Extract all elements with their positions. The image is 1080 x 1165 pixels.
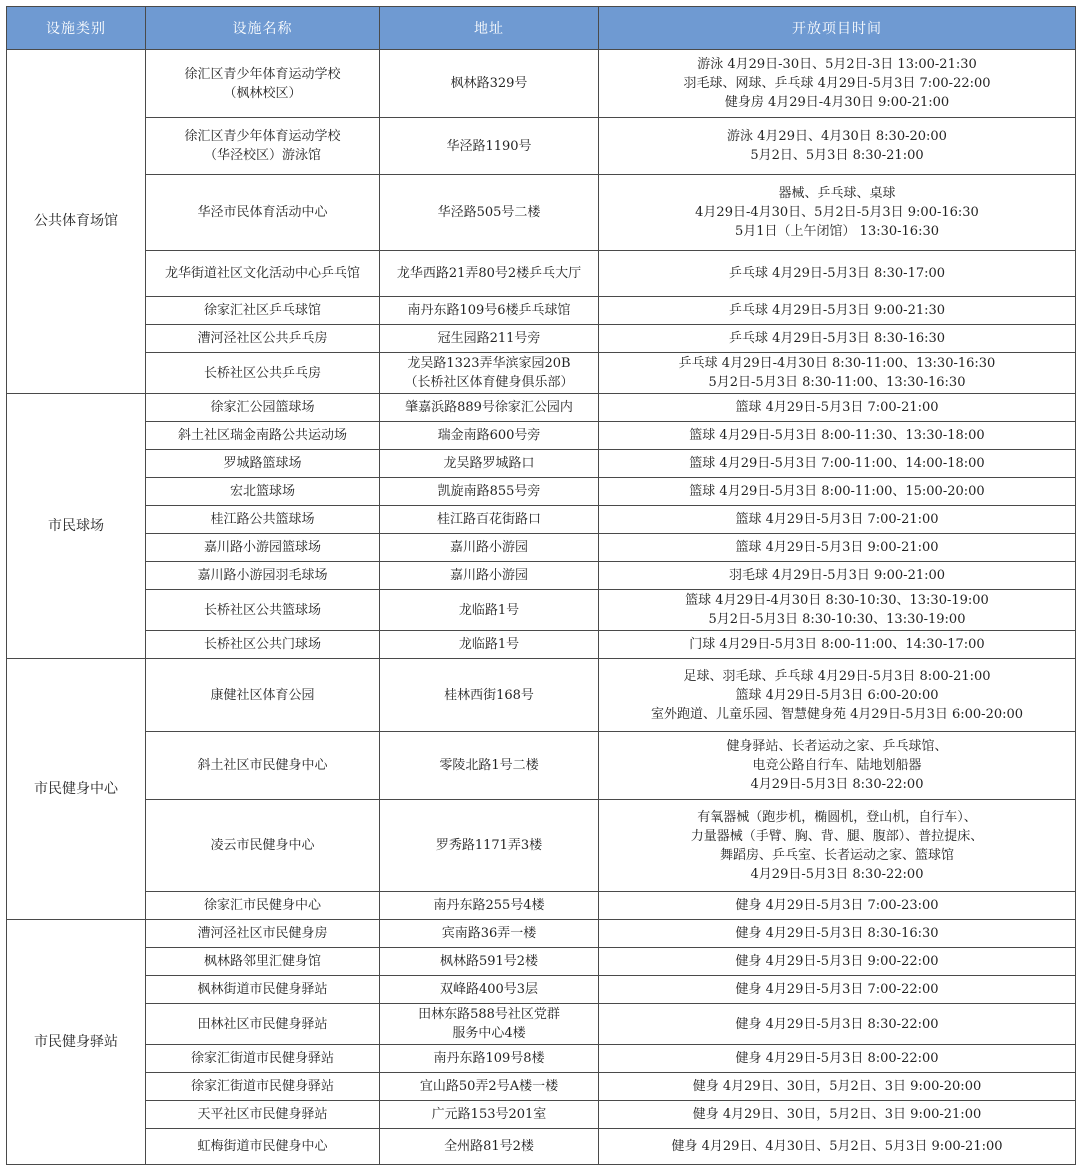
open-hours-cell	[599, 1101, 1076, 1129]
open-hours-line: 健身 4月29日、30日，5月2日、3日 9:00-21:00	[692, 1107, 982, 1122]
table-row	[7, 732, 1076, 800]
open-hours-line: 健身 4月29日-5月3日 9:00-22:00	[735, 954, 939, 969]
facility-name-cell	[146, 659, 380, 732]
facility-name-line: 长桥社区公共篮球场	[203, 602, 321, 618]
table-row	[7, 422, 1076, 450]
facility-name-cell	[146, 325, 380, 353]
address-line: 宜山路50弄2号A楼一楼	[419, 1079, 559, 1094]
table-row	[7, 590, 1076, 631]
facility-name-line: 斜土社区市民健身中心	[197, 758, 328, 773]
facility-name-cell	[146, 562, 380, 590]
table-row	[7, 534, 1076, 562]
open-hours-line: 器械、乒乓球、桌球	[778, 186, 896, 201]
header-address: 地址	[380, 7, 599, 50]
facility-name-cell	[146, 976, 380, 1004]
open-hours-cell	[599, 920, 1076, 948]
address-line: （长桥社区体育健身俱乐部）	[404, 375, 574, 390]
address-line: 龙临路1号	[458, 602, 520, 618]
open-hours-line: 健身房 4月29日-4月30日 9:00-21:00	[724, 95, 950, 110]
facility-name-line: 徐家汇社区乒乓球馆	[203, 303, 321, 318]
facility-name-cell	[146, 450, 380, 478]
open-hours-cell	[599, 800, 1076, 892]
open-hours-line: 健身 4月29日-5月3日 8:30-16:30	[735, 926, 939, 941]
open-hours-line: 力量器械（手臂、胸、背、腿、腹部）、普拉提床、	[690, 828, 984, 844]
facility-schedule-table-wrapper	[6, 6, 1075, 1165]
address-line: 枫林路591号2楼	[439, 954, 539, 969]
table-row	[7, 1073, 1076, 1101]
facility-schedule-table	[6, 6, 1076, 1165]
header-facility-name: 设施名称	[146, 7, 380, 50]
open-hours-cell	[599, 251, 1076, 297]
facility-name-line: 凌云市民健身中心	[210, 838, 315, 853]
category-cell: 市民球场	[7, 394, 146, 659]
open-hours-line: 足球、羽毛球、乒乓球 4月29日-5月3日 8:00-21:00	[683, 668, 991, 684]
address-cell	[380, 590, 599, 631]
facility-name-line: 长桥社区公共门球场	[203, 637, 321, 652]
address-cell	[380, 1073, 599, 1101]
open-hours-line: 健身 4月29日-5月3日 8:00-22:00	[735, 1051, 939, 1066]
facility-name-line: 漕河泾社区市民健身房	[197, 926, 328, 941]
open-hours-cell	[599, 478, 1076, 506]
facility-name-cell	[146, 1101, 380, 1129]
open-hours-line: 5月2日-5月3日 8:30-11:00、13:30-16:30	[708, 375, 966, 390]
address-line: 枫林路329号	[450, 76, 528, 91]
facility-name-line: 斜土社区瑞金南路公共运动场	[177, 428, 347, 443]
category-cell: 市民健身驿站	[7, 920, 146, 1165]
facility-name-cell	[146, 394, 380, 422]
address-cell	[380, 422, 599, 450]
facility-name-cell	[146, 422, 380, 450]
table-body	[7, 50, 1076, 1165]
open-hours-line: 5月2日-5月3日 8:30-10:30、13:30-19:00	[708, 612, 966, 627]
address-cell	[380, 1101, 599, 1129]
table-row	[7, 920, 1076, 948]
open-hours-line: 健身 4月29日-5月3日 7:00-23:00	[735, 898, 939, 913]
address-cell	[380, 175, 599, 251]
address-cell	[380, 920, 599, 948]
open-hours-line: 游泳 4月29日、4月30日 8:30-20:00	[727, 129, 947, 144]
address-cell	[380, 732, 599, 800]
address-cell	[380, 478, 599, 506]
facility-name-cell	[146, 353, 380, 394]
address-line: 南丹东路109号8楼	[433, 1051, 545, 1066]
facility-name-line: 华泾市民体育活动中心	[197, 205, 328, 220]
address-cell	[380, 450, 599, 478]
open-hours-cell	[599, 118, 1076, 175]
table-row	[7, 50, 1076, 118]
facility-name-line: 徐家汇公园篮球场	[210, 400, 315, 415]
table-row	[7, 394, 1076, 422]
facility-name-line: 徐汇区青少年体育运动学校	[184, 66, 341, 82]
open-hours-cell	[599, 732, 1076, 800]
open-hours-line: 健身驿站、长者运动之家、乒乓球馆、	[726, 739, 948, 754]
address-cell	[380, 948, 599, 976]
open-hours-line: 篮球 4月29日-5月3日 7:00-21:00	[735, 512, 939, 527]
table-row	[7, 478, 1076, 506]
address-cell	[380, 353, 599, 394]
address-line: 田林东路588号社区党群	[418, 1007, 560, 1022]
address-line: 华泾路1190号	[446, 138, 532, 154]
open-hours-line: 电竞公路自行车、陆地划船器	[752, 758, 922, 773]
open-hours-line: 4月29日-4月30日、5月2日-5月3日 9:00-16:30	[695, 205, 979, 220]
facility-name-line: 龙华街道社区文化活动中心乒乓馆	[164, 266, 360, 281]
header-category: 设施类别	[7, 7, 146, 50]
facility-name-line: 天平社区市民健身驿站	[197, 1107, 328, 1122]
address-cell	[380, 325, 599, 353]
open-hours-cell	[599, 1004, 1076, 1045]
facility-name-cell	[146, 251, 380, 297]
facility-name-cell	[146, 118, 380, 175]
facility-name-cell	[146, 590, 380, 631]
address-cell	[380, 1045, 599, 1073]
open-hours-cell	[599, 422, 1076, 450]
address-cell	[380, 506, 599, 534]
address-cell	[380, 534, 599, 562]
open-hours-line: 羽毛球、网球、乒乓球 4月29日-5月3日 7:00-22:00	[683, 76, 991, 91]
open-hours-line: 篮球 4月29日-5月3日 6:00-20:00	[735, 687, 939, 703]
open-hours-cell	[599, 1073, 1076, 1101]
address-cell	[380, 800, 599, 892]
open-hours-line: 健身 4月29日、4月30日、5月2日、5月3日 9:00-21:00	[671, 1139, 1003, 1154]
address-cell	[380, 50, 599, 118]
open-hours-cell	[599, 659, 1076, 732]
address-line: 罗秀路1171弄3楼	[435, 838, 543, 853]
table-row	[7, 800, 1076, 892]
open-hours-cell	[599, 297, 1076, 325]
facility-name-line: 宏北篮球场	[229, 484, 295, 499]
facility-name-line: （枫林校区）	[223, 85, 302, 101]
facility-name-cell	[146, 1045, 380, 1073]
table-row	[7, 353, 1076, 394]
open-hours-line: 篮球 4月29日-4月30日 8:30-10:30、13:30-19:00	[685, 593, 989, 608]
address-cell	[380, 118, 599, 175]
open-hours-cell	[599, 892, 1076, 920]
facility-name-line: 桂江路公共篮球场	[210, 512, 315, 527]
open-hours-line: 4月29日-5月3日 8:30-22:00	[750, 777, 924, 792]
table-row	[7, 1129, 1076, 1165]
address-line: 桂林西街168号	[444, 687, 534, 703]
address-line: 嘉川路小游园	[449, 568, 528, 583]
open-hours-cell	[599, 353, 1076, 394]
address-cell	[380, 297, 599, 325]
address-line: 嘉川路小游园	[449, 540, 528, 555]
open-hours-line: 健身 4月29日-5月3日 8:30-22:00	[735, 1016, 939, 1032]
facility-name-cell	[146, 892, 380, 920]
address-line: 凯旋南路855号旁	[437, 484, 541, 499]
facility-name-line: 枫林街道市民健身驿站	[197, 982, 328, 997]
open-hours-cell	[599, 1045, 1076, 1073]
address-line: 瑞金南路600号旁	[437, 428, 541, 443]
address-line: 双峰路400号3层	[439, 982, 539, 997]
facility-name-cell	[146, 948, 380, 976]
address-line: 冠生园路211号旁	[437, 331, 541, 346]
facility-name-line: 徐家汇街道市民健身驿站	[190, 1079, 334, 1094]
facility-name-cell	[146, 478, 380, 506]
facility-name-line: 长桥社区公共乒乓房	[203, 365, 321, 381]
facility-name-cell	[146, 1129, 380, 1165]
open-hours-line: 乒乓球 4月29日-5月3日 9:00-21:30	[728, 303, 946, 318]
address-line: 宾南路36弄一楼	[441, 926, 537, 941]
header-open-hours: 开放项目时间	[599, 7, 1076, 50]
facility-name-cell	[146, 506, 380, 534]
open-hours-cell	[599, 562, 1076, 590]
table-row	[7, 251, 1076, 297]
open-hours-line: 篮球 4月29日-5月3日 7:00-21:00	[735, 400, 939, 415]
table-header-row	[7, 7, 1076, 50]
facility-name-line: 嘉川路小游园篮球场	[203, 540, 321, 555]
open-hours-line: 门球 4月29日-5月3日 8:00-11:00、14:30-17:00	[689, 637, 985, 652]
address-cell	[380, 251, 599, 297]
facility-name-cell	[146, 800, 380, 892]
open-hours-cell	[599, 948, 1076, 976]
facility-name-line: 罗城路篮球场	[223, 456, 302, 471]
facility-name-line: 漕河泾社区公共乒乓房	[197, 331, 328, 346]
address-line: 肇嘉浜路889号徐家汇公园内	[405, 400, 573, 415]
facility-name-line: 嘉川路小游园羽毛球场	[197, 568, 328, 583]
facility-name-line: 康健社区体育公园	[210, 687, 315, 703]
facility-name-cell	[146, 1073, 380, 1101]
address-line: 广元路153号201室	[431, 1107, 547, 1122]
open-hours-line: 羽毛球 4月29日-5月3日 9:00-21:00	[728, 568, 946, 583]
open-hours-cell	[599, 175, 1076, 251]
open-hours-cell	[599, 631, 1076, 659]
address-line: 南丹东路255号4楼	[433, 898, 545, 913]
open-hours-line: 健身 4月29日、30日，5月2日、3日 9:00-20:00	[692, 1079, 982, 1094]
open-hours-cell	[599, 394, 1076, 422]
facility-name-cell	[146, 1004, 380, 1045]
open-hours-line: 5月2日、5月3日 8:30-21:00	[750, 148, 924, 163]
table-row	[7, 631, 1076, 659]
category-cell: 公共体育场馆	[7, 50, 146, 394]
facility-name-line: 枫林路邻里汇健身馆	[203, 954, 321, 969]
address-line: 南丹东路109号6楼乒乓球馆	[407, 303, 571, 318]
open-hours-line: 健身 4月29日-5月3日 7:00-22:00	[735, 982, 939, 997]
table-row	[7, 976, 1076, 1004]
address-cell	[380, 631, 599, 659]
open-hours-line: 4月29日-5月3日 8:30-22:00	[750, 866, 924, 882]
table-row	[7, 118, 1076, 175]
address-cell	[380, 394, 599, 422]
facility-name-cell	[146, 534, 380, 562]
facility-name-line: 徐家汇市民健身中心	[203, 898, 321, 913]
open-hours-cell	[599, 976, 1076, 1004]
facility-name-cell	[146, 631, 380, 659]
open-hours-line: 篮球 4月29日-5月3日 7:00-11:00、14:00-18:00	[689, 456, 985, 471]
address-line: 龙华西路21弄80号2楼乒乓大厅	[396, 266, 582, 281]
facility-name-line: 田林社区市民健身驿站	[197, 1016, 328, 1032]
open-hours-line: 游泳 4月29日-30日、5月2日-3日 13:00-21:30	[697, 57, 977, 72]
table-row	[7, 1101, 1076, 1129]
facility-name-line: 徐汇区青少年体育运动学校	[184, 129, 341, 144]
facility-name-line: 徐家汇街道市民健身驿站	[190, 1051, 334, 1066]
facility-name-cell	[146, 297, 380, 325]
address-line: 全州路81号2楼	[444, 1139, 534, 1154]
open-hours-cell	[599, 1129, 1076, 1165]
table-row	[7, 659, 1076, 732]
open-hours-line: 舞蹈房、乒乓室、长者运动之家、篮球馆	[719, 847, 954, 863]
open-hours-line: 有氧器械（跑步机，椭圆机，登山机，自行车）、	[697, 809, 977, 825]
address-cell	[380, 892, 599, 920]
table-row	[7, 1045, 1076, 1073]
table-row	[7, 892, 1076, 920]
address-line: 龙吴路罗城路口	[443, 456, 535, 471]
address-cell	[380, 1129, 599, 1165]
table-row	[7, 948, 1076, 976]
open-hours-cell	[599, 590, 1076, 631]
address-line: 龙临路1号	[458, 637, 520, 652]
facility-name-cell	[146, 175, 380, 251]
facility-name-line: （华泾校区）游泳馆	[203, 148, 321, 163]
address-cell	[380, 1004, 599, 1045]
address-cell	[380, 659, 599, 732]
address-line: 华泾路505号二楼	[437, 205, 541, 220]
open-hours-line: 乒乓球 4月29日-4月30日 8:30-11:00、13:30-16:30	[678, 356, 996, 371]
facility-name-cell	[146, 50, 380, 118]
address-line: 服务中心4楼	[452, 1026, 526, 1041]
open-hours-line: 5月1日（上午闭馆） 13:30-16:30	[735, 224, 939, 239]
open-hours-cell	[599, 450, 1076, 478]
table-row	[7, 506, 1076, 534]
address-cell	[380, 976, 599, 1004]
facility-name-cell	[146, 920, 380, 948]
facility-name-line: 虹梅街道市民健身中心	[197, 1139, 328, 1154]
table-row	[7, 297, 1076, 325]
open-hours-cell	[599, 50, 1076, 118]
facility-name-cell	[146, 732, 380, 800]
table-row	[7, 1004, 1076, 1045]
open-hours-cell	[599, 325, 1076, 353]
table-row	[7, 562, 1076, 590]
table-row	[7, 175, 1076, 251]
open-hours-line: 篮球 4月29日-5月3日 9:00-21:00	[735, 540, 939, 555]
open-hours-line: 篮球 4月29日-5月3日 8:00-11:30、13:30-18:00	[689, 428, 985, 443]
address-line: 零陵北路1号二楼	[439, 758, 539, 773]
open-hours-line: 篮球 4月29日-5月3日 8:00-11:00、15:00-20:00	[689, 484, 985, 499]
category-cell: 市民健身中心	[7, 659, 146, 920]
table-row	[7, 450, 1076, 478]
open-hours-line: 乒乓球 4月29日-5月3日 8:30-17:00	[728, 266, 946, 281]
table-row	[7, 325, 1076, 353]
address-cell	[380, 562, 599, 590]
open-hours-cell	[599, 506, 1076, 534]
address-line: 桂江路百花街路口	[436, 512, 541, 527]
open-hours-cell	[599, 534, 1076, 562]
open-hours-line: 乒乓球 4月29日-5月3日 8:30-16:30	[728, 331, 946, 346]
open-hours-line: 室外跑道、儿童乐园、智慧健身苑 4月29日-5月3日 6:00-20:00	[650, 706, 1024, 722]
address-line: 龙吴路1323弄华滨家园20B	[407, 356, 571, 371]
